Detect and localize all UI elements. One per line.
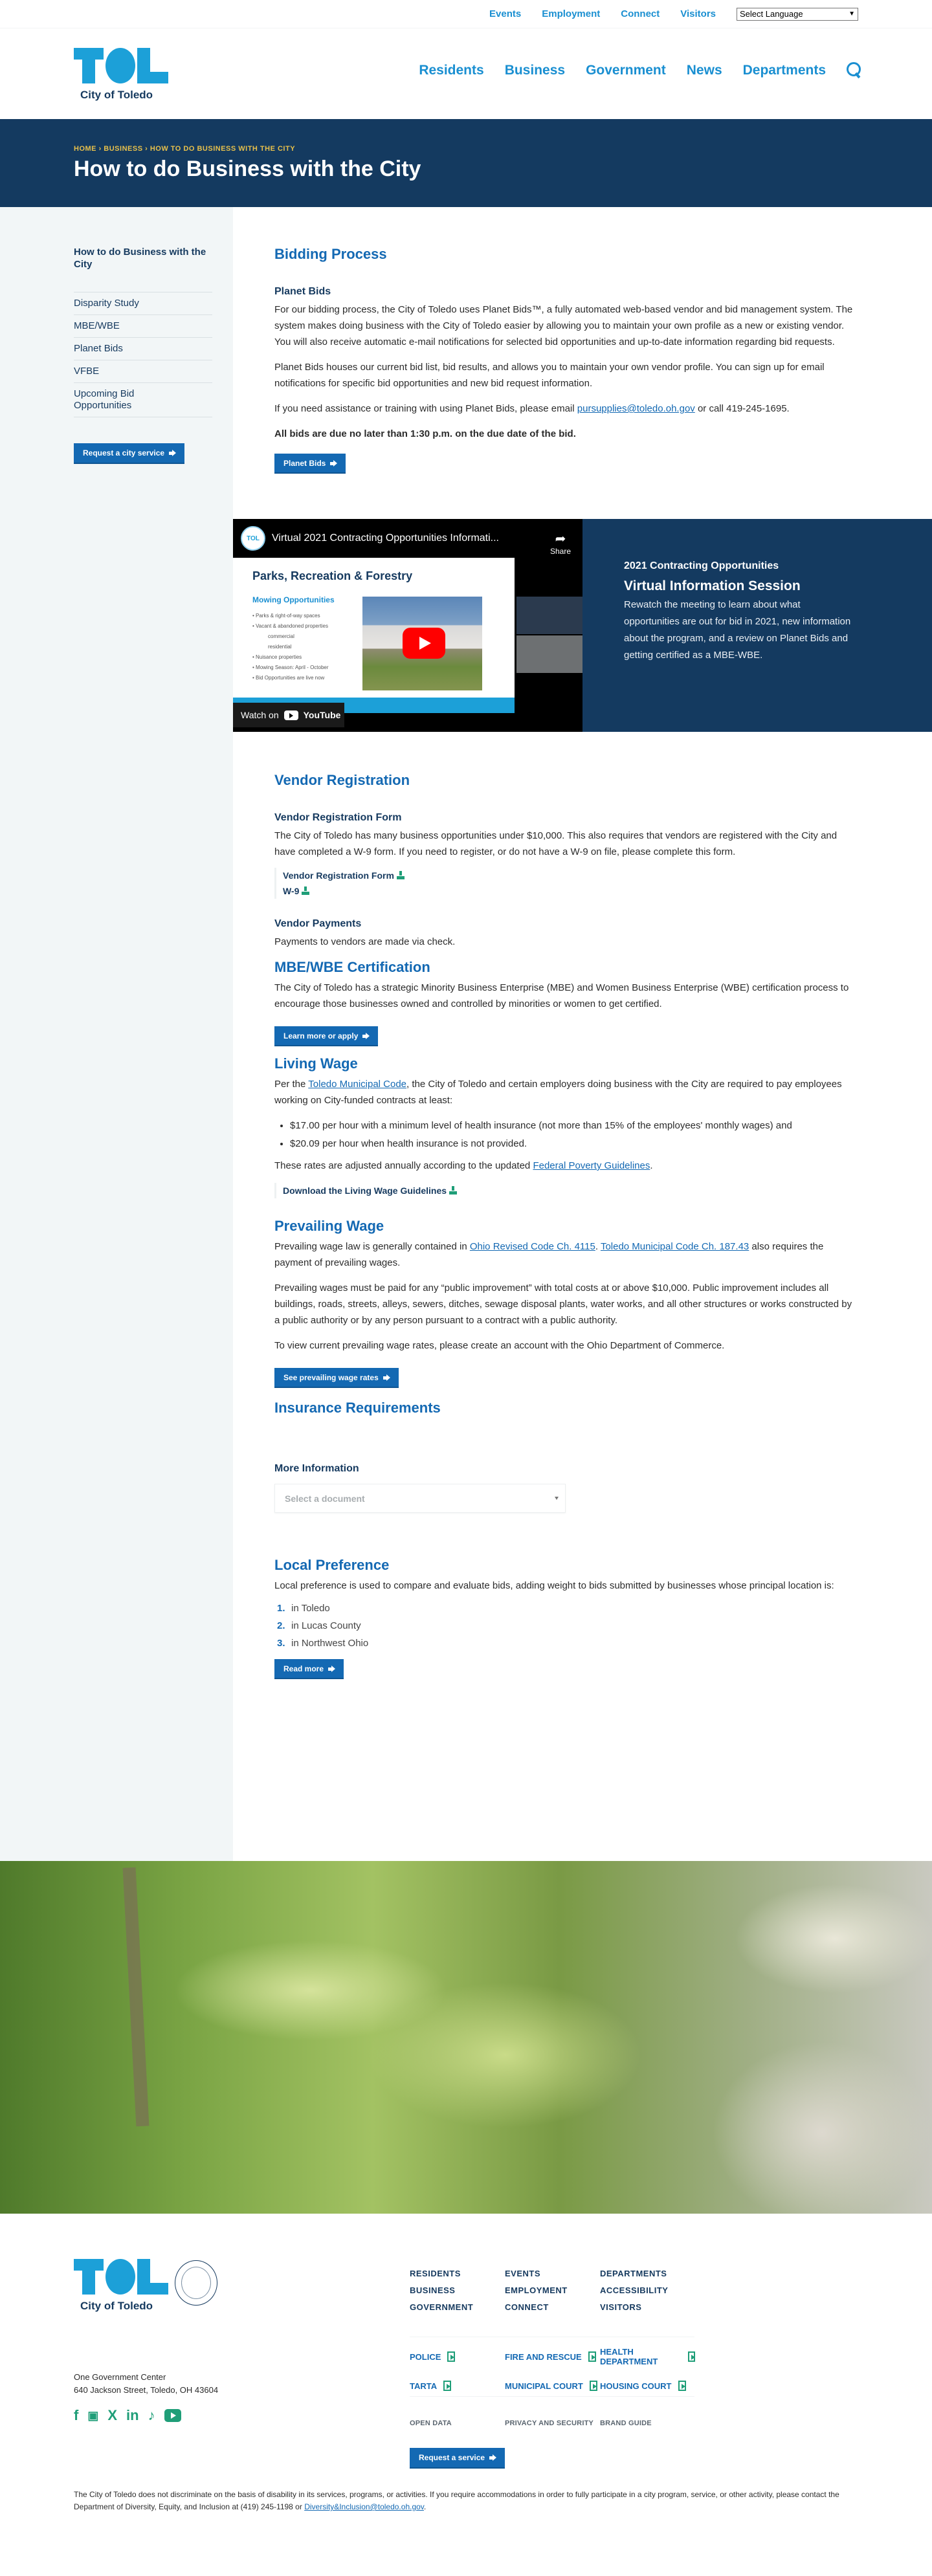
quick-link-police[interactable]: POLICE <box>410 2347 505 2366</box>
tol-logo-mark <box>74 2259 171 2295</box>
arrow-right-icon <box>383 1374 390 1381</box>
footer-link-employment[interactable]: EMPLOYMENT <box>505 2285 568 2295</box>
local-preference-section <box>233 1513 854 1731</box>
utility-link-events[interactable]: Events <box>489 8 522 19</box>
download-icon <box>449 1186 457 1194</box>
footer-link-connect[interactable]: CONNECT <box>505 2302 549 2312</box>
external-link-icon <box>443 2381 451 2391</box>
watch-on-label: Watch on <box>241 710 279 720</box>
arrow-right-icon <box>169 450 175 456</box>
sidebar-item-disparity-study[interactable]: Disparity Study <box>74 292 212 315</box>
logo-text: City of Toledo <box>80 2300 153 2312</box>
arrow-right-icon <box>489 2454 496 2461</box>
section-heading: Vendor Registration <box>274 772 410 788</box>
presenter-video <box>516 635 582 673</box>
tiktok-icon[interactable]: ♪ <box>148 2407 155 2423</box>
paragraph: Per the Toledo Municipal Code, the City of Toledo and certain employers doing business with the City are required to pay employees working on City-funded contracts at least: <box>274 1079 842 1106</box>
main-nav <box>419 62 861 79</box>
utility-link-connect[interactable]: Connect <box>621 8 660 19</box>
download-w9[interactable]: W-9 <box>274 883 854 899</box>
section-heading: Living Wage <box>274 1055 358 1072</box>
paragraph: Prevailing wage law is generally contained in Ohio Revised Code Ch. 4115. Toledo Municipal Code Ch. 187.43 also requires the payment of prevailing wages. <box>274 1241 824 1268</box>
breadcrumb-separator: › <box>98 145 102 153</box>
button-label: Request a service <box>419 2453 485 2462</box>
page-hero <box>0 119 932 207</box>
video-info-panel <box>582 519 932 732</box>
external-link-icon <box>678 2381 686 2391</box>
due-date-notice: All bids are due no later than 1:30 p.m. on the due date of the bid. <box>274 428 576 439</box>
video-feature <box>233 519 932 732</box>
footer-link-events[interactable]: EVENTS <box>505 2269 541 2278</box>
video-title[interactable]: Virtual 2021 Contracting Opportunities Informati... <box>272 533 499 544</box>
download-list <box>274 868 854 899</box>
footer-link-departments[interactable]: DEPARTMENTS <box>600 2269 667 2278</box>
email-link[interactable]: pursupplies@toledo.oh.gov <box>577 403 695 414</box>
arrow-right-icon <box>328 1666 335 1672</box>
request-city-service-button[interactable] <box>74 443 184 464</box>
subheading: Planet Bids <box>274 286 331 297</box>
insurance-section <box>233 1388 854 1513</box>
paragraph: Planet Bids houses our current bid list, bid results, and allows you to maintain your own vendor profile. You can sign up for email notifications for specific bid opportunities and new bid request information. <box>274 362 825 389</box>
learn-more-apply-button[interactable] <box>274 1026 378 1046</box>
tol-logo-mark <box>74 48 171 83</box>
quick-link-health-department[interactable]: HEALTH DEPARTMENT <box>600 2347 695 2366</box>
channel-avatar[interactable]: TOL <box>241 526 265 551</box>
sidebar-item-vfbe[interactable]: VFBE <box>74 360 212 383</box>
main-content <box>233 207 932 1861</box>
list-item: 3. in Northwest Ohio <box>277 1638 369 1649</box>
paragraph: To view current prevailing wage rates, please create an account with the Ohio Department of Commerce. <box>274 1340 725 1351</box>
breadcrumb <box>74 145 932 153</box>
external-link-icon <box>688 2351 695 2362</box>
paragraph: If you need assistance or training with using Planet Bids, please email pursupplies@toledo.oh.gov or call 419-245-1695. <box>274 403 790 414</box>
video-title-bar <box>233 519 582 558</box>
nav-residents[interactable]: Residents <box>419 63 484 78</box>
paragraph: Payments to vendors are made via check. <box>274 936 456 947</box>
breadcrumb-business[interactable]: BUSINESS <box>104 145 143 153</box>
paragraph: Prevailing wages must be paid for any “public improvement” with total costs at or above $10,000. Public improvement includes all buildings, roads, streets, alleys, sewers, ditches, sewage disposal plants, water works, and all other structures or works constructed by a public authority or by any person pursuant to a contract with a public authority. <box>274 1282 852 1326</box>
footer-link-accessibility[interactable]: ACCESSIBILITY <box>600 2285 669 2295</box>
share-label: Share <box>549 547 571 556</box>
list-item: 1. in Toledo <box>277 1603 330 1614</box>
quick-link-housing-court[interactable]: HOUSING COURT <box>600 2381 695 2391</box>
divider <box>410 2396 694 2397</box>
site-logo[interactable] <box>74 48 171 102</box>
wage-list <box>274 1119 854 1151</box>
language-select-value: Select Language <box>740 9 803 19</box>
federal-poverty-guidelines-link[interactable]: Federal Poverty Guidelines <box>533 1160 650 1171</box>
nav-business[interactable]: Business <box>504 63 566 78</box>
page-body <box>0 207 932 1861</box>
share-icon: ➦ <box>555 532 566 546</box>
address: One Government Center 640 Jackson Street, Toledo, OH 43604 <box>74 2372 219 2395</box>
living-wage-section <box>233 1046 854 1198</box>
interpreter-video <box>516 597 582 634</box>
sidebar <box>0 207 233 1861</box>
request-service-button[interactable] <box>410 2448 505 2469</box>
read-more-button[interactable] <box>274 1659 344 1679</box>
sidebar-item-mbe-wbe[interactable]: MBE/WBE <box>74 315 212 338</box>
caret-down-icon <box>555 1497 559 1500</box>
legal-link-privacy-security[interactable]: PRIVACY AND SECURITY <box>505 2419 594 2427</box>
section-heading: Prevailing Wage <box>274 1218 384 1234</box>
legal-link-open-data[interactable]: OPEN DATA <box>410 2419 452 2427</box>
play-icon[interactable] <box>403 628 445 659</box>
toledo-municipal-code-link[interactable]: Toledo Municipal Code <box>308 1079 407 1090</box>
legal-link-brand-guide[interactable]: BRAND GUIDE <box>600 2419 652 2427</box>
toledo-municipal-code-ch-link[interactable]: Toledo Municipal Code Ch. 187.43 <box>600 1241 749 1252</box>
breadcrumb-current: HOW TO DO BUSINESS WITH THE CITY <box>150 145 296 153</box>
footer-quick-links <box>410 2347 695 2391</box>
social-links <box>74 2408 181 2423</box>
download-living-wage-guidelines[interactable]: Download the Living Wage Guidelines <box>274 1183 854 1198</box>
quick-link-fire-and-rescue[interactable]: FIRE AND RESCUE <box>505 2347 600 2366</box>
button-label: Request a city service <box>83 448 165 457</box>
sidebar-item-upcoming-bid-opportunities[interactable]: Upcoming Bid Opportunities <box>74 388 135 411</box>
utility-link-visitors[interactable]: Visitors <box>680 8 716 19</box>
paragraph: These rates are adjusted annually according to the updated Federal Poverty Guidelines. <box>274 1160 653 1171</box>
planet-bids-button[interactable] <box>274 454 346 474</box>
utility-link-employment[interactable]: Employment <box>542 8 601 19</box>
chevron-down-icon: ▼ <box>849 10 855 17</box>
see-prevailing-wage-rates-button[interactable] <box>274 1368 399 1388</box>
prevailing-wage-section <box>233 1198 854 1388</box>
facebook-icon[interactable]: f <box>74 2407 79 2423</box>
more-information-heading: More Information <box>274 1463 359 1474</box>
footer-link-business[interactable]: BUSINESS <box>410 2285 456 2295</box>
external-link-icon <box>588 2351 596 2362</box>
nav-departments[interactable]: Departments <box>742 63 826 78</box>
decorative-photo-banner <box>0 1861 932 2214</box>
quick-link-tarta[interactable]: TARTA <box>410 2381 505 2391</box>
section-heading: MBE/WBE Certification <box>274 959 430 975</box>
video-thumbnail-slide <box>233 558 515 713</box>
button-label: Learn more or apply <box>283 1031 359 1040</box>
subheading: Vendor Payments <box>274 918 362 929</box>
sidebar-item-planet-bids[interactable]: Planet Bids <box>74 338 212 360</box>
logo-text: City of Toledo <box>80 89 153 101</box>
vendor-registration-section <box>233 732 854 950</box>
slide-bullets: • Parks & right-of-way spaces • Vacant & abandoned properties commercial residential • Nuisance properties • Mowing Season: April - October • Bid Opportunities are live now <box>252 613 329 681</box>
page-title: How to do Business with the City <box>74 157 421 181</box>
external-link-icon <box>447 2351 455 2362</box>
youtube-embed[interactable] <box>233 519 582 732</box>
youtube-icon[interactable] <box>164 2409 181 2422</box>
paragraph: Local preference is used to compare and evaluate bids, adding weight to bids submitted by businesses whose principal location is: <box>274 1580 834 1591</box>
footer-logo[interactable] <box>74 2259 171 2313</box>
list-item: • $17.00 per hour with a minimum level of health insurance (not more than 15% of the employees' monthly wages) and <box>290 1119 854 1133</box>
linkedin-icon[interactable]: in <box>126 2407 139 2423</box>
external-link-icon <box>590 2381 597 2391</box>
video-kicker: 2021 Contracting Opportunities <box>624 560 779 571</box>
mbe-wbe-section <box>233 950 854 1046</box>
footer-link-visitors[interactable]: VISITORS <box>600 2302 642 2312</box>
video-info-text: Rewatch the meeting to learn about what opportunities are out for bid in 2021, new information about the program, and a review on Planet Bids and getting certified as a MBE-WBE. <box>624 599 851 661</box>
search-icon[interactable] <box>847 62 861 79</box>
x-icon[interactable]: X <box>107 2407 118 2423</box>
quick-link-municipal-court[interactable]: MUNICIPAL COURT <box>505 2381 600 2391</box>
diversity-email-link[interactable]: Diversity&Inclusion@toledo.oh.gov <box>304 2502 424 2511</box>
tree-trunk <box>123 1867 150 2126</box>
instagram-icon[interactable]: ▣ <box>87 2409 99 2422</box>
city-seal <box>175 2260 217 2306</box>
section-heading: Local Preference <box>274 1557 390 1573</box>
sidebar-title[interactable]: How to do Business with the City <box>74 246 212 292</box>
footer-link-government[interactable]: GOVERNMENT <box>410 2302 474 2312</box>
paragraph: The City of Toledo has many business opportunities under $10,000. This also requires that vendors are registered with the City and have completed a W-9 form. If you need to register, or do not have a W-9 on file, please complete this form. <box>274 830 838 857</box>
nav-news[interactable]: News <box>686 63 722 78</box>
language-select[interactable] <box>737 8 858 21</box>
video-info-title: Virtual Information Session <box>624 578 801 593</box>
list-item: • $20.09 per hour when health insurance is not provided. <box>290 1137 854 1151</box>
download-icon <box>302 886 309 895</box>
accessibility-notice: The City of Toledo does not discriminate on the basis of disability in its services, programs, or activities. If you require accommodations in order to fully participate in a city program, service, or other activity, please contact the Department of Diversity, Equity, and Inclusion at (419) 245-1198 or Diversity&Inclusion@toledo.oh.gov. <box>74 2490 839 2511</box>
footer-legal-links <box>410 2419 695 2427</box>
nav-government[interactable]: Government <box>586 63 666 78</box>
subheading: Vendor Registration Form <box>274 812 402 823</box>
button-label: Read more <box>283 1664 324 1673</box>
breadcrumb-home[interactable]: HOME <box>74 145 96 153</box>
ohio-revised-code-link[interactable]: Ohio Revised Code Ch. 4115 <box>469 1241 595 1252</box>
download-icon <box>397 871 405 879</box>
location-list <box>274 1603 854 1649</box>
site-header <box>0 28 932 119</box>
site-footer <box>0 2214 932 2576</box>
slide-title: Parks, Recreation & Forestry <box>252 569 413 582</box>
watch-on-youtube-button[interactable] <box>233 703 344 727</box>
select-placeholder: Select a document <box>285 1493 365 1504</box>
footer-nav <box>410 2269 695 2312</box>
paragraph: The City of Toledo has a strategic Minority Business Enterprise (MBE) and Women Business Enterprise (WBE) certification process to encourage those businesses owned and controlled by minorities or women to get certified. <box>274 982 849 1009</box>
arrow-right-icon <box>362 1033 369 1039</box>
footer-link-residents[interactable]: RESIDENTS <box>410 2269 461 2278</box>
youtube-icon <box>284 710 298 720</box>
breadcrumb-separator: › <box>145 145 148 153</box>
section-heading: Bidding Process <box>274 246 387 262</box>
bidding-process-section <box>233 207 854 474</box>
document-select[interactable] <box>274 1484 566 1513</box>
arrow-right-icon <box>330 460 337 467</box>
utility-nav <box>0 0 932 28</box>
slide-subtitle: Mowing Opportunities <box>252 595 335 604</box>
share-button[interactable] <box>550 531 571 556</box>
button-label: Planet Bids <box>283 458 326 468</box>
list-item: 2. in Lucas County <box>277 1620 361 1631</box>
section-heading: Insurance Requirements <box>274 1400 441 1416</box>
paragraph: For our bidding process, the City of Toledo uses Planet Bids™, a fully automated web-based vendor and bid management system. The system makes doing business with the City of Toledo easier by allowing you to maintain your own profile as a new or existing vendor. You will also receive automatic e-mail notifications for selected bid opportunities and up-to-date information regarding bid requests. <box>274 304 853 347</box>
button-label: See prevailing wage rates <box>283 1372 379 1382</box>
download-vendor-registration-form[interactable]: Vendor Registration Form <box>274 868 854 883</box>
youtube-wordmark: YouTube <box>303 710 341 720</box>
